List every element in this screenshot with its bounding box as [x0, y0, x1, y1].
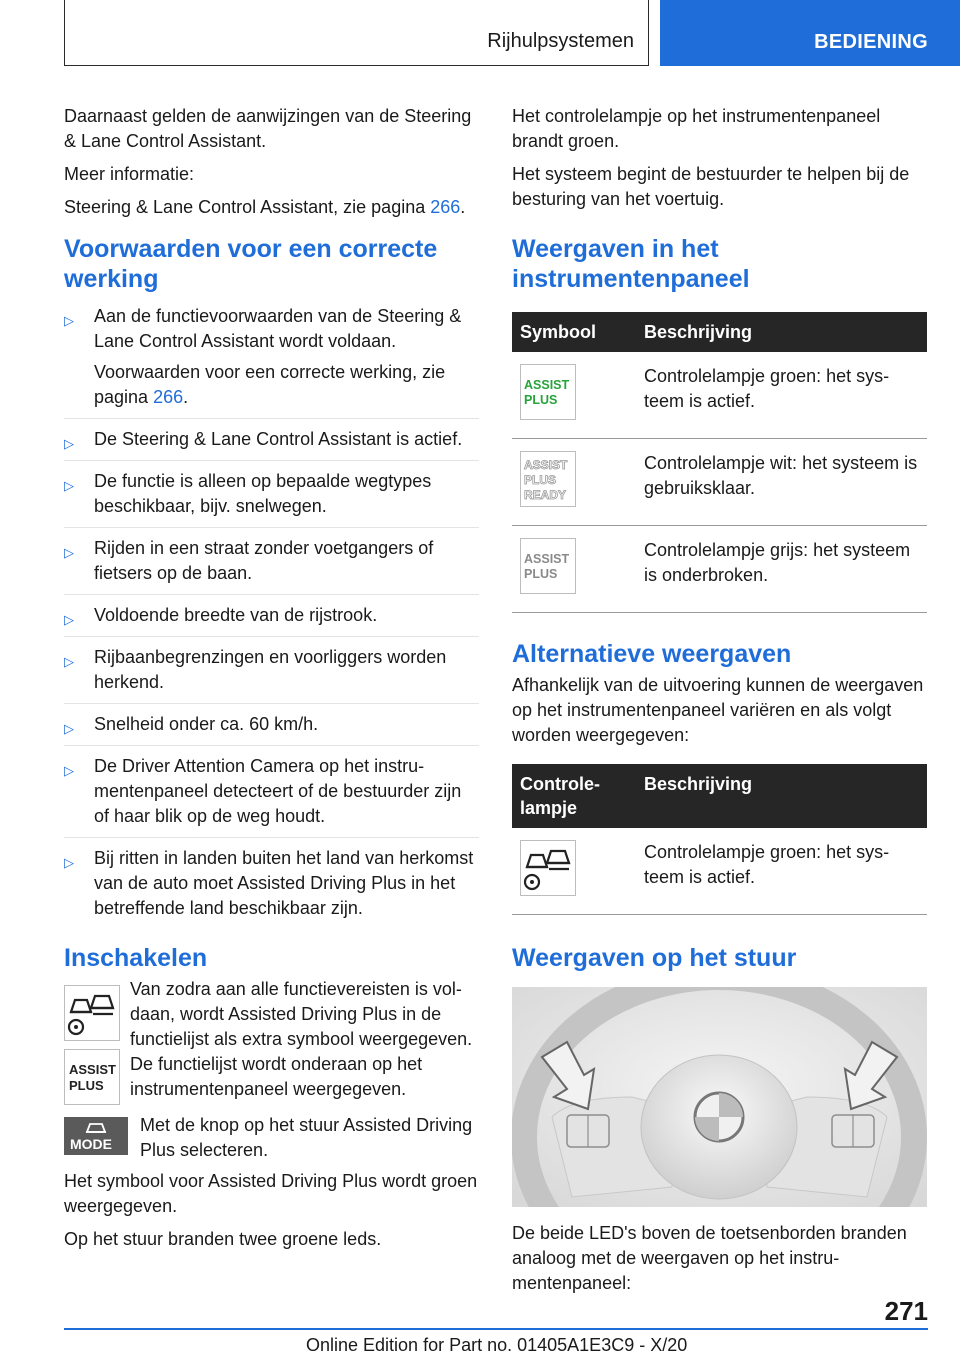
table-header-symbol: Symbool	[512, 312, 636, 352]
mode-block	[64, 1113, 479, 1169]
triangle-bullet-icon: ▷	[64, 478, 74, 493]
svg-text:PLUS: PLUS	[69, 1078, 104, 1093]
triangle-bullet-icon: ▷	[64, 313, 74, 328]
table-cell-description: Controlelampje groen: het systeem is actief.	[636, 352, 927, 439]
mode-button-icon	[64, 1117, 128, 1155]
driving-assist-icon	[64, 985, 120, 1041]
list-item: ▷ De Steering & Lane Control Assistant is actief.	[64, 427, 479, 461]
heading-conditions: Voorwaarden voor een correcte werking	[64, 235, 438, 293]
enable-block	[64, 977, 479, 1107]
table-header-description: Beschrijving	[636, 764, 927, 828]
intro-paragraph-1: Daarnaast gelden de aanwijzingen van de Steering & Lane Control Assistant.	[64, 106, 472, 151]
triangle-bullet-icon: ▷	[64, 721, 74, 736]
triangle-bullet-icon: ▷	[64, 436, 74, 451]
page-link[interactable]: 266	[153, 387, 184, 407]
intro-paragraph-2: Meer informatie:	[64, 164, 195, 184]
left-column	[64, 104, 479, 1260]
table-row	[512, 439, 927, 526]
table-cell-description: Controlelampje grijs: het systeem is onderbroken.	[636, 526, 927, 613]
list-item: ▷ De Driver Attention Camera op het instrumentenpaneel detecteert of de bestuurder zijn of haar blik op de weg houdt.	[64, 754, 479, 838]
triangle-bullet-icon: ▷	[64, 855, 74, 870]
table-row	[512, 828, 927, 915]
symbol-table	[512, 312, 927, 613]
table-cell-description: Controlelampje groen: het systeem is actief.	[636, 828, 927, 915]
list-item-subtext: Voorwaarden voor een correcte werking, zie pagina 266.	[94, 362, 446, 407]
svg-text:MODE: MODE	[70, 1136, 112, 1152]
list-item: ▷ De functie is alleen op bepaalde wegtypes beschikbaar, bijv. snelwegen.	[64, 469, 479, 528]
driving-assist-icon	[520, 840, 576, 896]
footer-edition: Online Edition for Part no. 01405A1E3C9 - X/20	[306, 1335, 688, 1355]
triangle-bullet-icon: ▷	[64, 654, 74, 669]
heading-display: Weergaven in het instrumentenpaneel	[512, 235, 750, 293]
assist-plus-ready-icon	[520, 451, 576, 507]
intro-paragraph-3: Steering & Lane Control Assistant, zie pagina 266.	[64, 197, 466, 217]
right-paragraph-2: Het systeem begint de bestuurder te helpen bij de besturing van het voertuig.	[512, 164, 910, 209]
triangle-bullet-icon: ▷	[64, 763, 74, 778]
svg-text:ASSIST: ASSIST	[69, 1062, 116, 1077]
alternative-table	[512, 764, 927, 915]
list-item: ▷ Aan de functievoorwaarden van de Steering & Lane Control Assistant wordt voldaan. Voorwaarden voor een correcte werking, zie pagina 266.	[64, 304, 479, 419]
svg-text:PLUS: PLUS	[524, 567, 558, 581]
triangle-bullet-icon: ▷	[64, 545, 74, 560]
table-header-description: Beschrijving	[636, 312, 927, 352]
triangle-bullet-icon: ▷	[64, 612, 74, 627]
mode-text: Met de knop op het stuur Assisted Driving Plus selecteren.	[140, 1115, 473, 1160]
svg-text:ASSIST: ASSIST	[524, 378, 570, 392]
header-chapter-tab[interactable]	[660, 0, 960, 66]
page-link[interactable]: 266	[430, 197, 461, 217]
heading-enable: Inschakelen	[64, 944, 208, 972]
list-item: ▷ Snelheid onder ca. 60 km/h.	[64, 712, 479, 746]
steering-wheel-image	[512, 987, 927, 1207]
chapter-title: BEDIENING	[814, 31, 928, 53]
table-header-lamp: Controlelampje	[512, 764, 636, 828]
assist-plus-grey-icon	[520, 538, 576, 594]
enable-text: Van zodra aan alle functievereisten is voldaan, wordt Assisted Driving Plus in de functielijst als extra symbool weergegeven. De functielijst wordt onderaan op het instrumentenpaneel weergegeven.	[130, 979, 473, 1099]
heading-alternative: Alternatieve weergaven	[512, 640, 792, 668]
list-item: ▷ Rijbaanbegrenzingen en voorliggers worden herkend.	[64, 645, 479, 704]
table-row	[512, 526, 927, 613]
list-item: ▷ Bij ritten in landen buiten het land van herkomst van de auto moet Assisted Driving Plus in het betreffende land beschikbaar zijn.	[64, 848, 474, 918]
right-paragraph-1: Het controlelampje op het instrumentenpaneel brandt groen.	[512, 106, 881, 151]
conditions-list	[64, 304, 479, 929]
wheel-caption: De beide LED's boven de toetsenborden branden analoog met de weergaven op het instrumentenpaneel:	[512, 1223, 907, 1293]
right-column	[512, 104, 927, 1304]
svg-text:ASSIST: ASSIST	[524, 552, 570, 566]
assist-plus-icon	[64, 1049, 120, 1105]
section-title: Rijhulpsystemen	[487, 30, 634, 52]
table-row	[512, 352, 927, 439]
alternative-text: Afhankelijk van de uitvoering kunnen de weergaven op het instrumentenpaneel variëren en als volgt worden weergegeven:	[512, 675, 924, 745]
page-number: 271	[884, 1296, 928, 1326]
svg-text:PLUS: PLUS	[524, 393, 558, 407]
table-cell-description: Controlelampje wit: het systeem is gebruiksklaar.	[636, 439, 927, 526]
after-paragraph-2: Op het stuur branden twee groene leds.	[64, 1229, 382, 1249]
svg-text:READY: READY	[524, 488, 567, 502]
assist-plus-green-icon	[520, 364, 576, 420]
footer-divider	[64, 1328, 928, 1330]
svg-text:ASSIST: ASSIST	[524, 458, 568, 472]
list-item: ▷ Rijden in een straat zonder voetgangers of fietsers op de baan.	[64, 536, 479, 595]
heading-steering-wheel: Weergaven op het stuur	[512, 944, 797, 972]
header-section-box	[64, 0, 649, 66]
list-item: ▷ Voldoende breedte van de rijstrook.	[64, 603, 479, 637]
after-paragraph-1: Het symbool voor Assisted Driving Plus wordt groen weergegeven.	[64, 1171, 478, 1216]
svg-text:PLUS: PLUS	[524, 473, 557, 487]
